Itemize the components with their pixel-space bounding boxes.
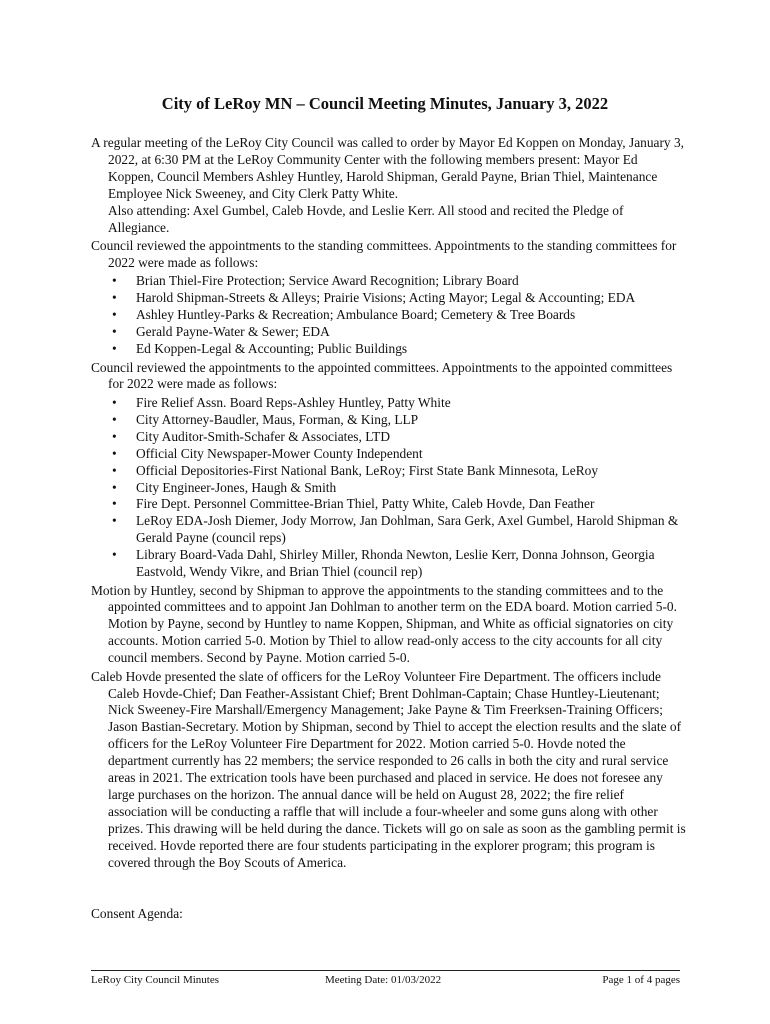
list-item: • Fire Relief Assn. Board Reps-Ashley Huntley, Patty White bbox=[91, 395, 686, 412]
page-title: City of LeRoy MN – Council Meeting Minutes, January 3, 2022 bbox=[161, 94, 609, 113]
motion-paragraph: Motion by Huntley, second by Shipman to approve the appointments to the standing committees and to the appointed committees and to appoint Jan Dohlman to another term on the EDA board. Motion carried 5-0. Motion by Payne, second by Huntley to name Koppen, Shipman, and White as official signatories on city accounts. Motion carried 5-0. Motion by Thiel to allow read-only access to the city accounts for all city council members. Second by Payne. Motion carried 5-0. bbox=[91, 582, 677, 666]
list-item: • Harold Shipman-Streets & Alleys; Prairie Visions; Acting Mayor; Legal & Accounting; EDA bbox=[91, 290, 686, 307]
fire-department-paragraph: Caleb Hovde presented the slate of officers for the LeRoy Volunteer Fire Department. The officers include Caleb Hovde-Chief; Dan Feather-Assistant Chief; Brent Dohlman-Captain; Chase Huntley-Lieutenant; Nick Sweeney-Fire Marshall/Emergency Management; Jake Payne & Tim Freerksen-Training Officers; Jason Bastian-Secretary. Motion by Shipman, second by Thiel to accept the election results and the slate of officers for the LeRoy Volunteer Fire Department for 2022. Motion carried 5-0. Hovde noted the department currently has 22 members; the service responded to 26 calls in both the city and rural service areas in 2021. The extrication tools have been purchased and placed in service. He does not foresee any large purchases on the horizon. The annual dance will be held on August 28, 2022; the fire relief association will be conducting a raffle that will include a four-wheeler and some guns along with other prizes. This drawing will be held during the dance. Tickets will go on sale as soon as the gambling permit is received. Hovde reported there are four students participating in the explorer program; this program is covered through the Boy Scouts of America. bbox=[91, 668, 686, 870]
appointed-committees-intro: Council reviewed the appointments to the appointed committees. Appointments to the appointed committees for 2022 were made as follows: bbox=[91, 359, 673, 392]
list-item: • LeRoy EDA-Josh Diemer, Jody Morrow, Jan Dohlman, Sara Gerk, Axel Gumbel, Harold Shipman & Gerald Payne (council reps) bbox=[91, 513, 686, 547]
list-item: • Ashley Huntley-Parks & Recreation; Ambulance Board; Cemetery & Tree Boards bbox=[91, 307, 686, 324]
list-item: • Brian Thiel-Fire Protection; Service Award Recognition; Library Board bbox=[91, 273, 686, 290]
footer-divider bbox=[91, 970, 680, 971]
footer-meeting-date: Meeting Date: 01/03/2022 bbox=[325, 974, 442, 986]
list-item: • City Auditor-Smith-Schafer & Associates, LTD bbox=[91, 429, 686, 446]
standing-committees-intro: Council reviewed the appointments to the standing committees. Appointments to the standing committees for 2022 were made as follows: bbox=[91, 238, 677, 270]
list-item: • Fire Dept. Personnel Committee-Brian Thiel, Patty White, Caleb Hovde, Dan Feather bbox=[91, 496, 686, 513]
list-item: • Gerald Payne-Water & Sewer; EDA bbox=[91, 324, 686, 341]
intro-paragraph bbox=[91, 135, 686, 236]
list-item: • Official Depositories-First National Bank, LeRoy; First State Bank Minnesota, LeRoy bbox=[91, 463, 686, 480]
standing-committees-list bbox=[91, 273, 686, 358]
footer-page-number: Page 1 of 4 pages bbox=[602, 974, 680, 986]
footer-doc-title: LeRoy City Council Minutes bbox=[91, 974, 220, 986]
list-item: • Library Board-Vada Dahl, Shirley Miller, Rhonda Newton, Leslie Kerr, Donna Johnson, Georgia Eastvold, Wendy Vikre, and Brian Thiel (council rep) bbox=[91, 547, 686, 581]
minutes-body bbox=[91, 135, 686, 873]
also-attending-text: Also attending: Axel Gumbel, Caleb Hovde, and Leslie Kerr. All stood and recited the Pledge of Allegiance. bbox=[108, 202, 624, 235]
appointed-committees-list bbox=[91, 395, 686, 581]
list-item: • Ed Koppen-Legal & Accounting; Public Buildings bbox=[91, 341, 686, 358]
intro-text: A regular meeting of the LeRoy City Council was called to order by Mayor Ed Koppen on Monday, January 3, 2022, at 6:30 PM at the LeRoy Community Center with the following members present: Mayor Ed Koppen, Council Members Ashley Huntley, Harold Shipman, Gerald Payne, Brian Thiel, Maintenance Employee Nick Sweeney, and City Clerk Patty White. bbox=[91, 135, 685, 201]
consent-agenda-heading: Consent Agenda: bbox=[91, 906, 183, 921]
list-item: • City Attorney-Baudler, Maus, Forman, & King, LLP bbox=[91, 412, 686, 429]
list-item: • City Engineer-Jones, Haugh & Smith bbox=[91, 480, 686, 497]
page-footer bbox=[91, 974, 680, 988]
list-item: • Official City Newspaper-Mower County Independent bbox=[91, 446, 686, 463]
